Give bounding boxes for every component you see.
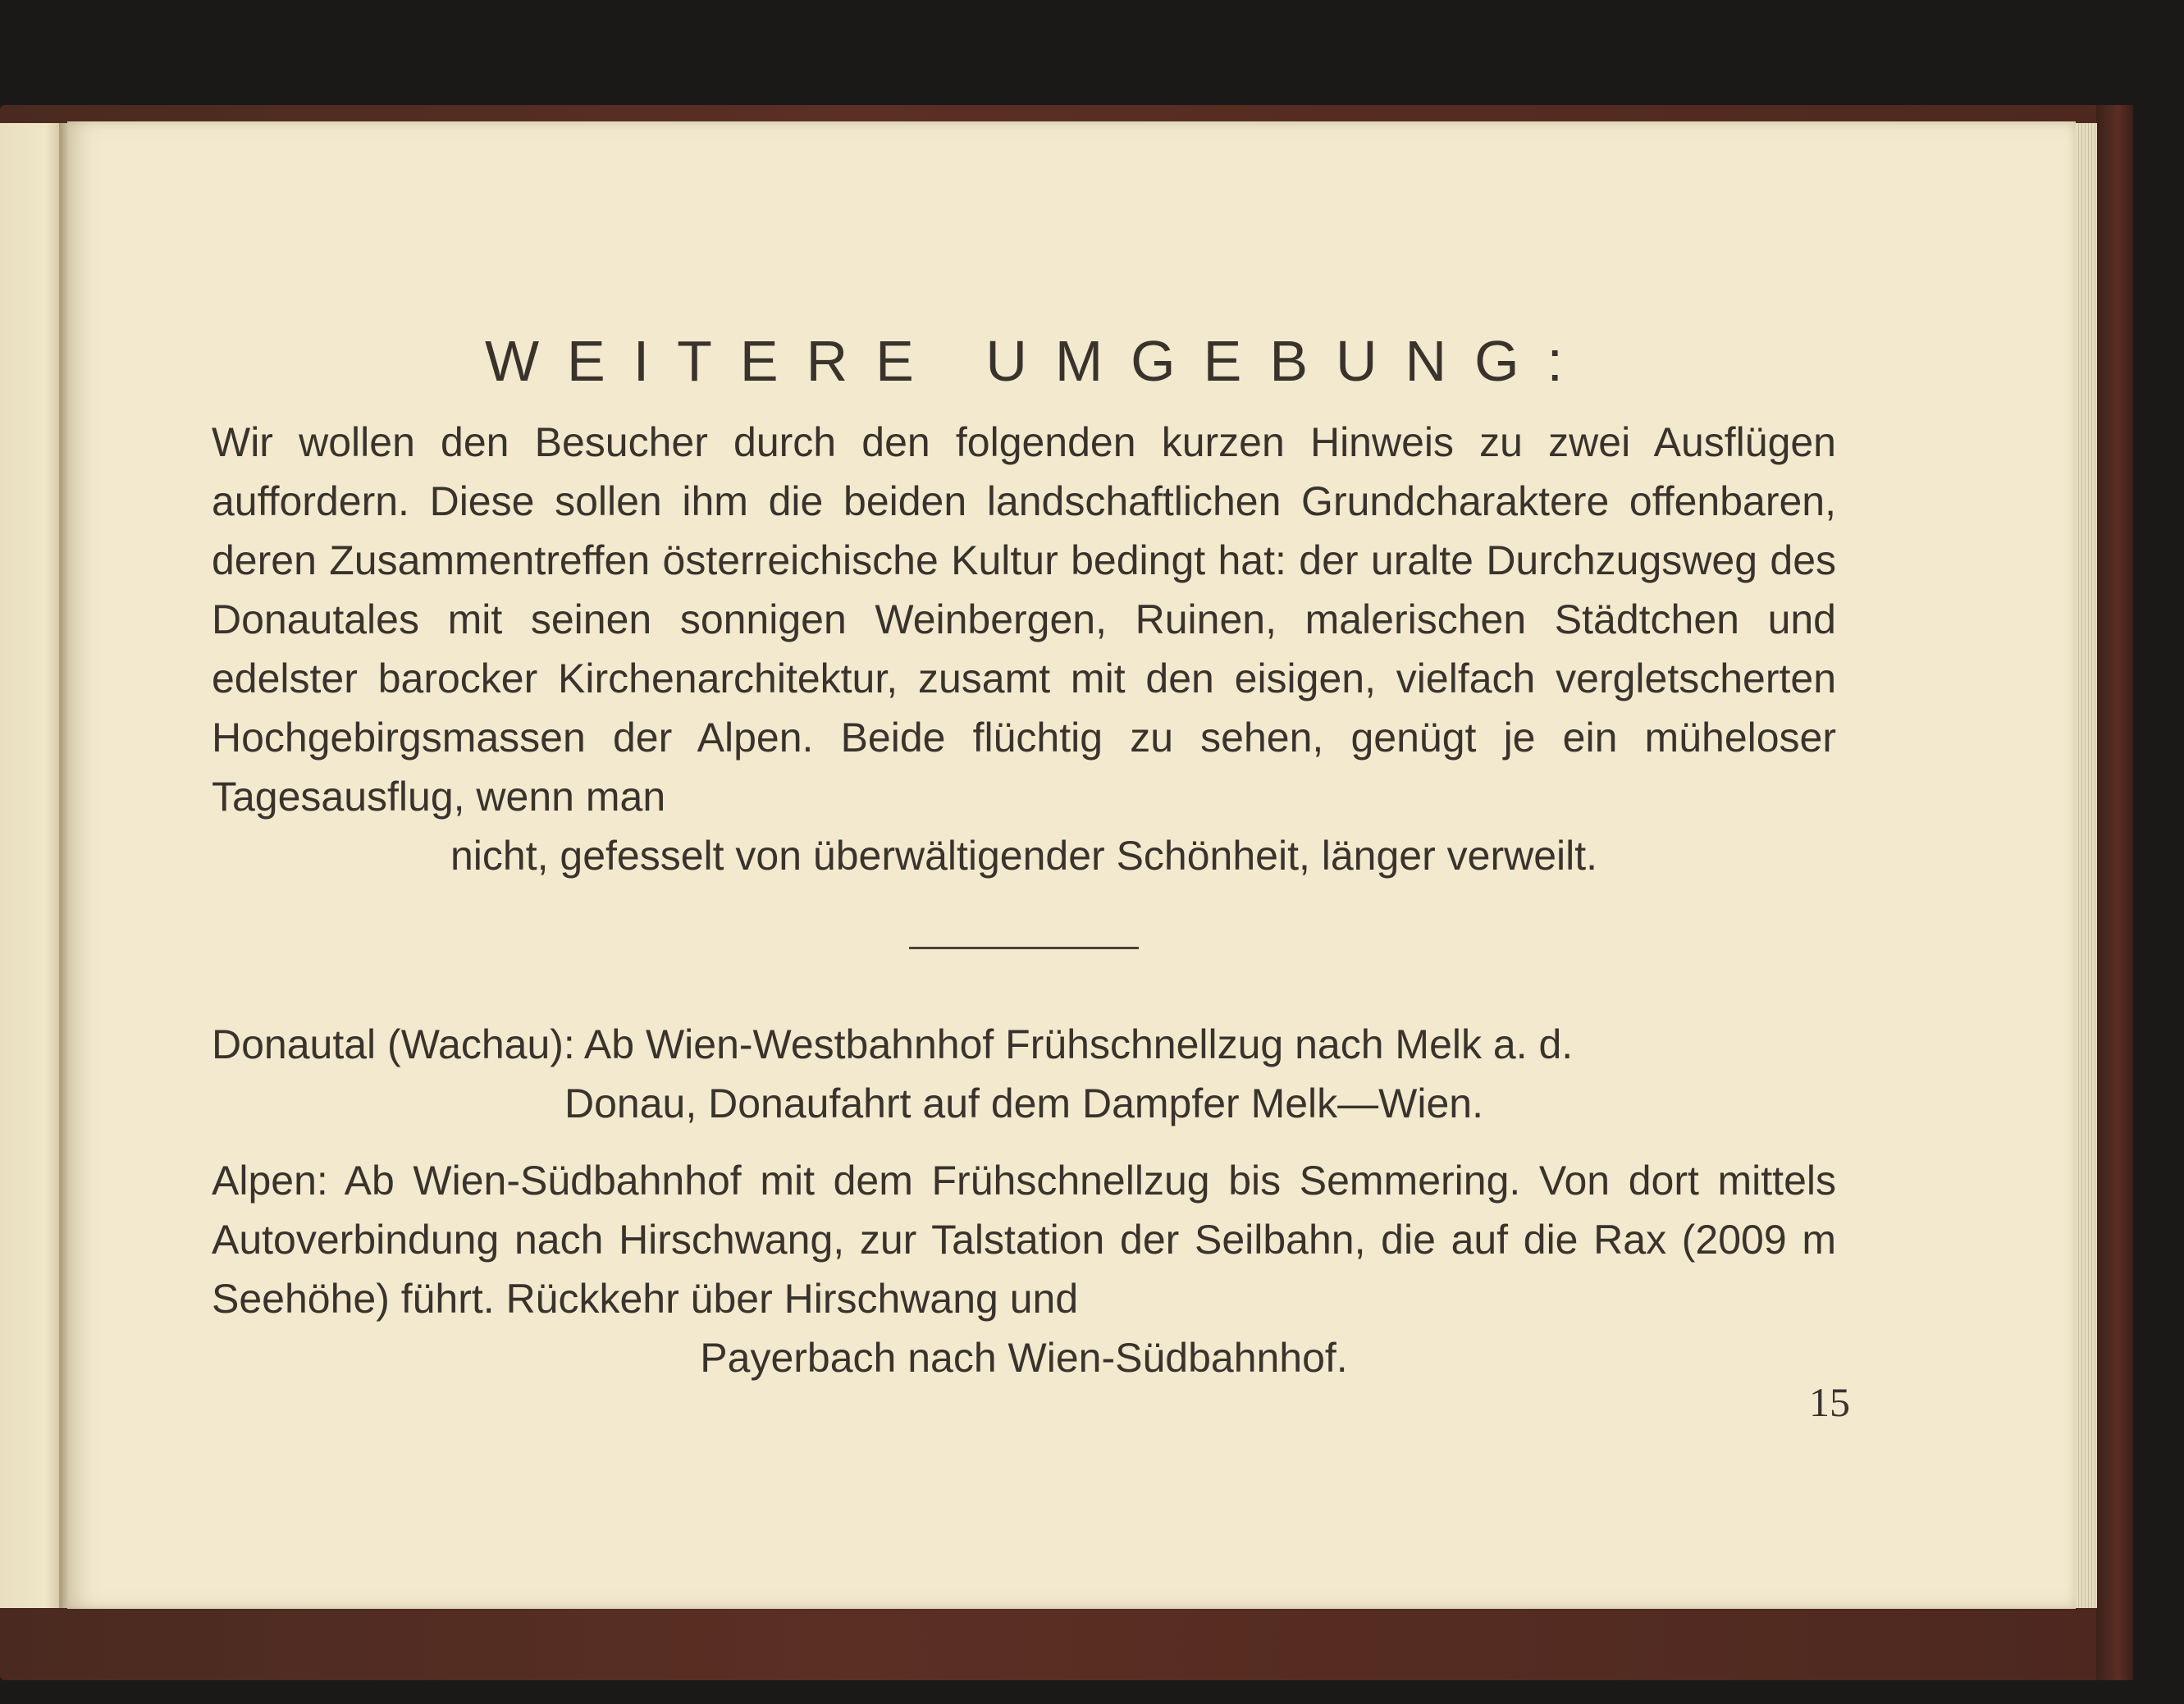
intro-last-line: nicht, gefesselt von überwältigender Schönheit, länger verweilt. <box>450 833 1598 879</box>
donautal-last-line: Donau, Donaufahrt auf dem Dampfer Melk—Wien. <box>564 1080 1483 1126</box>
donautal-body: Donautal (Wachau): Ab Wien-Westbahnhof Frühschnellzug nach Melk a. d. <box>212 1021 1574 1067</box>
intro-body: Wir wollen den Besucher durch den folgenden kurzen Hinweis zu zwei Ausflügen auffordern. Diese sollen ihm die beiden landschaftlichen Grundcharaktere offenbaren, deren Zusammentreffen österreichische Kultur bedingt hat: der uralte Durchzugsweg des Donautales mit seinen sonnigen Weinbergen, Ruinen, malerischen Städtchen und edelster barocker Kirchenarchitektur, zusamt mit den eisigen, vielfach vergletscherten Hochgebirgsmassen der Alpen. Beide flüchtig zu sehen, genügt je ein müheloser Tagesausflug, wenn man <box>212 419 1836 820</box>
section-divider <box>909 947 1139 949</box>
alpen-paragraph <box>212 1151 1836 1387</box>
cover-edge <box>2096 105 2133 1680</box>
page-content <box>212 324 1836 1405</box>
donautal-paragraph <box>212 1015 1836 1133</box>
alpen-last-line: Payerbach nach Wien-Südbahnhof. <box>700 1335 1348 1381</box>
intro-paragraph <box>212 413 1836 885</box>
alpen-body: Alpen: Ab Wien-Südbahnhof mit dem Frühschnellzug bis Semmering. Von dort mittels Autoverbindung nach Hirschwang, zur Talstation der Seilbahn, die auf die Rax (2009 m Seehöhe) führt. Rückkehr über Hirschwang und <box>212 1158 1836 1322</box>
page-heading: WEITERE UMGEBUNG: <box>484 329 1592 393</box>
page-number: 15 <box>1809 1379 1850 1425</box>
page-edges <box>2076 123 2097 1608</box>
left-page-edge <box>0 123 66 1608</box>
